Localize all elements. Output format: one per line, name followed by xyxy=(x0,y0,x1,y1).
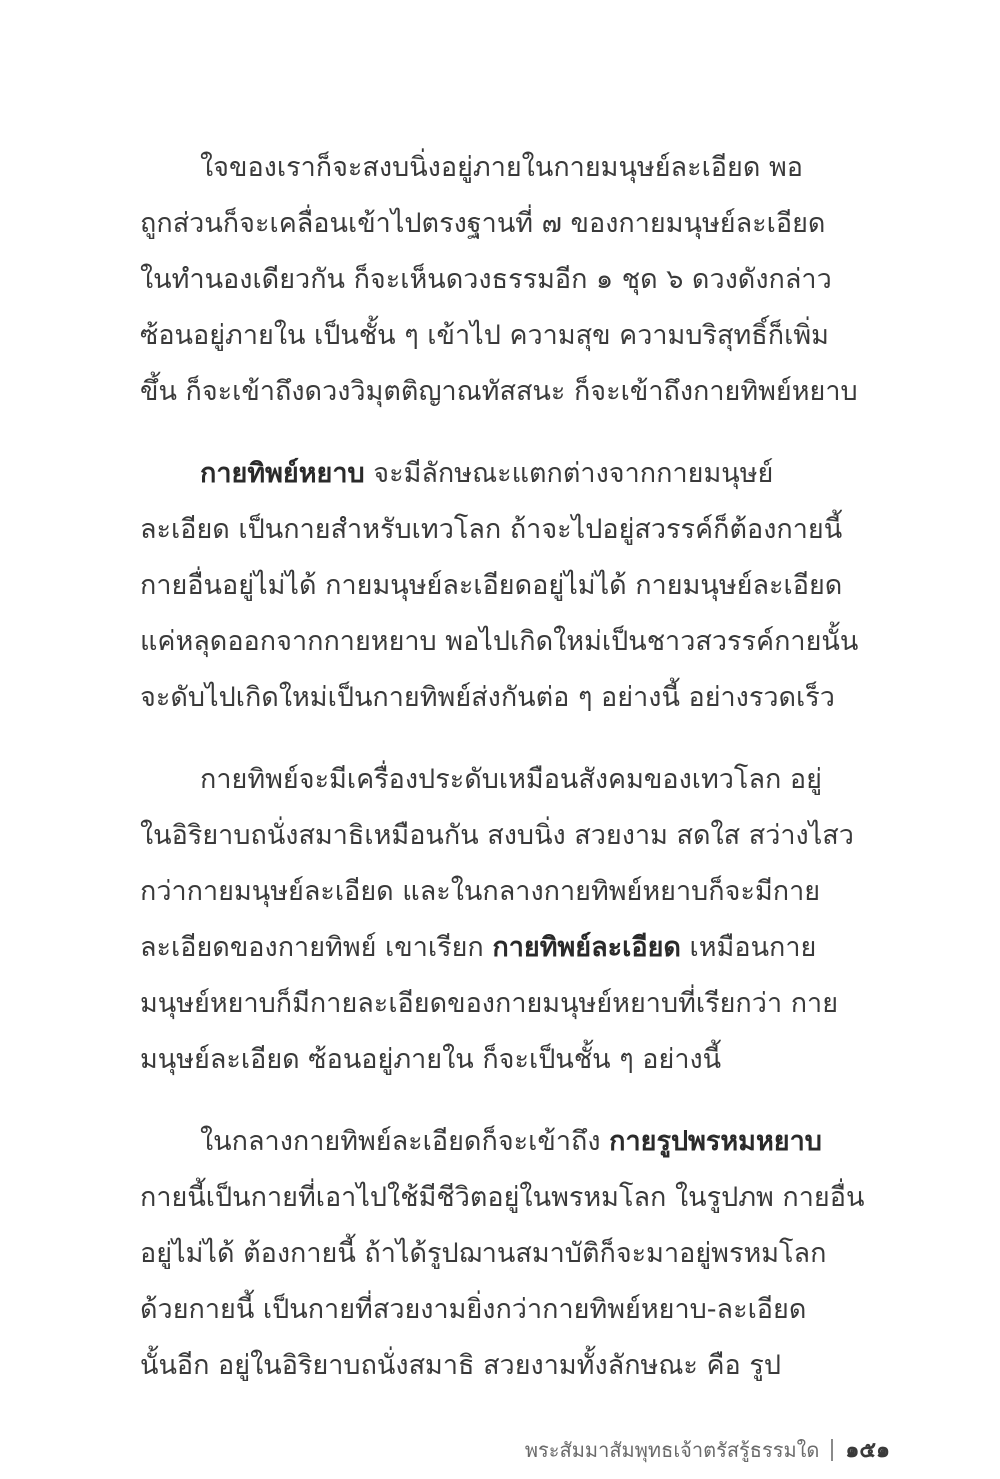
text-run: ละเอียดของกายทิพย์ เขาเรียก xyxy=(140,932,493,963)
text-line: ถูกส่วนก็จะเคลื่อนเข้าไปตรงฐานที่ ๗ ของกายมนุษย์ละเอียด xyxy=(140,208,826,239)
text-line xyxy=(140,1114,888,1170)
footer-divider xyxy=(831,1439,833,1461)
body-text xyxy=(140,140,888,1394)
text-line: กายทิพย์จะมีเครื่องประดับเหมือนสังคมของเทวโลก อยู่ xyxy=(200,764,822,795)
page-footer xyxy=(525,1432,890,1467)
text-line: จะดับไปเกิดใหม่เป็นกายทิพย์ส่งกันต่อ ๆ อย่างนี้ อย่างรวดเร็ว xyxy=(140,682,835,713)
text-line: ขึ้น ก็จะเข้าถึงดวงวิมุตติญาณทัสสนะ ก็จะเข้าถึงกายทิพย์หยาบ xyxy=(140,376,858,407)
text-line xyxy=(140,920,888,976)
text-line: ใจของเราก็จะสงบนิ่งอยู่ภายในกายมนุษย์ละเอียด พอ xyxy=(200,152,803,183)
paragraph-4 xyxy=(140,1114,888,1394)
text-line: มนุษย์ละเอียด ซ้อนอยู่ภายใน ก็จะเป็นชั้น ๆ อย่างนี้ xyxy=(140,1044,722,1075)
paragraph-3 xyxy=(140,752,888,1088)
paragraph-spacer xyxy=(140,420,888,446)
paragraph-1 xyxy=(140,140,888,420)
paragraph-2 xyxy=(140,446,888,726)
book-title: พระสัมมาสัมพุทธเจ้าตรัสรู้ธรรมใด xyxy=(524,1437,820,1462)
paragraph-spacer xyxy=(140,726,888,752)
bold-term: กายทิพย์หยาบ xyxy=(200,458,365,489)
text-line: มนุษย์หยาบก็มีกายละเอียดของกายมนุษย์หยาบที่เรียกว่า กาย xyxy=(140,988,839,1019)
bold-term: กายทิพย์ละเอียด xyxy=(492,932,681,963)
text-line: ด้วยกายนี้ เป็นกายที่สวยงามยิ่งกว่ากายทิพย์หยาบ-ละเอียด xyxy=(140,1294,807,1325)
text-line: ในทำนองเดียวกัน ก็จะเห็นดวงธรรมอีก ๑ ชุด ๖ ดวงดังกล่าว xyxy=(140,264,832,295)
text-run: เหมือนกาย xyxy=(680,932,817,963)
text-line: ซ้อนอยู่ภายใน เป็นชั้น ๆ เข้าไป ความสุข ความบริสุทธิ์ก็เพิ่ม xyxy=(140,320,829,351)
text-line: ละเอียด เป็นกายสำหรับเทวโลก ถ้าจะไปอยู่สวรรค์ก็ต้องกายนี้ xyxy=(140,514,843,545)
text-run: จะมีลักษณะแตกต่างจากกายมนุษย์ xyxy=(364,458,774,489)
text-line: กว่ากายมนุษย์ละเอียด และในกลางกายทิพย์หยาบก็จะมีกาย xyxy=(140,876,821,907)
text-line xyxy=(140,446,888,502)
text-line: ในอิริยาบถนั่งสมาธิเหมือนกัน สงบนิ่ง สวยงาม สดใส สว่างไสว xyxy=(140,820,854,851)
bold-term: กายรูปพรหมหยาบ xyxy=(609,1126,822,1157)
paragraph-spacer xyxy=(140,1088,888,1114)
text-line: อยู่ไม่ได้ ต้องกายนี้ ถ้าได้รูปฌานสมาบัติก็จะมาอยู่พรหมโลก xyxy=(140,1238,827,1269)
page-number: ๑๕๑ xyxy=(845,1438,890,1463)
text-line: นั้นอีก อยู่ในอิริยาบถนั่งสมาธิ สวยงามทั้งลักษณะ คือ รูป xyxy=(140,1350,781,1381)
text-line: กายนี้เป็นกายที่เอาไปใช้มีชีวิตอยู่ในพรหมโลก ในรูปภพ กายอื่น xyxy=(140,1182,865,1213)
text-line: แค่หลุดออกจากกายหยาบ พอไปเกิดใหม่เป็นชาวสวรรค์กายนั้น xyxy=(140,626,859,657)
text-run: ในกลางกายทิพย์ละเอียดก็จะเข้าถึง xyxy=(200,1126,610,1157)
text-line: กายอื่นอยู่ไม่ได้ กายมนุษย์ละเอียดอยู่ไม่ได้ กายมนุษย์ละเอียด xyxy=(140,570,843,601)
